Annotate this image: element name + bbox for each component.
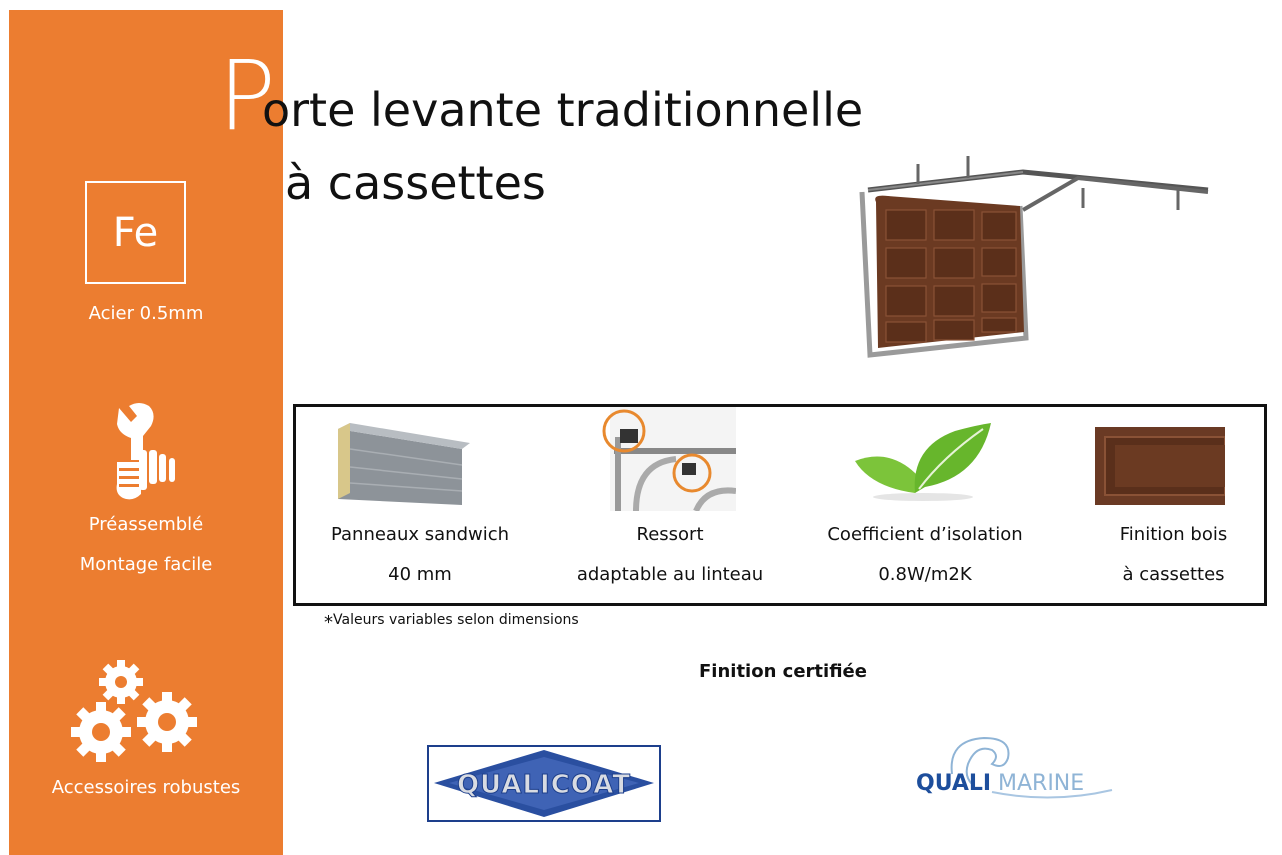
spring-rail-icon (596, 407, 736, 511)
element-box-icon (85, 181, 186, 284)
garage-door-illustration (848, 150, 1218, 365)
qualicoat-text: QUALICOAT (456, 770, 632, 800)
features-box (293, 404, 1267, 606)
wrench-hand-icon (109, 398, 189, 508)
feature-value-2: adaptable au linteau (576, 564, 764, 585)
assembly-label-1: Préassemblé (88, 514, 204, 535)
qualimarine-light-text: MARINE (998, 771, 1085, 796)
qualimarine-bold-text: QUALI (916, 771, 992, 796)
gears-icon (71, 658, 203, 768)
feature-value-1: 40 mm (388, 564, 452, 585)
accessories-label: Accessoires robustes (51, 777, 241, 798)
leaves-icon (851, 417, 995, 501)
feature-insulation (801, 407, 1049, 603)
qualimarine-logo (912, 734, 1122, 814)
material-label: Acier 0.5mm (88, 303, 204, 324)
title-line-2: à cassettes (285, 156, 546, 210)
title-line-1: orte levante traditionnelle (262, 83, 864, 137)
dimension-note (324, 612, 579, 633)
note-text: Valeurs variables selon dimensions (333, 612, 579, 628)
feature-label-3: Coefficient d’isolation (827, 524, 1023, 545)
feature-label-1: Panneaux sandwich (330, 524, 510, 545)
feature-label-2: Ressort (636, 524, 704, 545)
feature-label-4: Finition bois (1119, 524, 1228, 545)
element-symbol: Fe (112, 210, 159, 256)
feature-wood-finish (1051, 407, 1282, 603)
feature-value-3: 0.8W/m2K (878, 564, 972, 585)
wood-panel-icon (1095, 427, 1225, 505)
feature-value-4: à cassettes (1122, 564, 1225, 585)
sandwich-panel-icon (330, 419, 470, 511)
note-star: * (324, 612, 333, 633)
qualicoat-logo (427, 745, 661, 822)
feature-sandwich-panel (296, 407, 544, 603)
certification-title: Finition certifiée (699, 661, 867, 682)
title-initial: P (218, 40, 276, 152)
feature-spring (546, 407, 794, 603)
assembly-label-2: Montage facile (79, 554, 213, 575)
